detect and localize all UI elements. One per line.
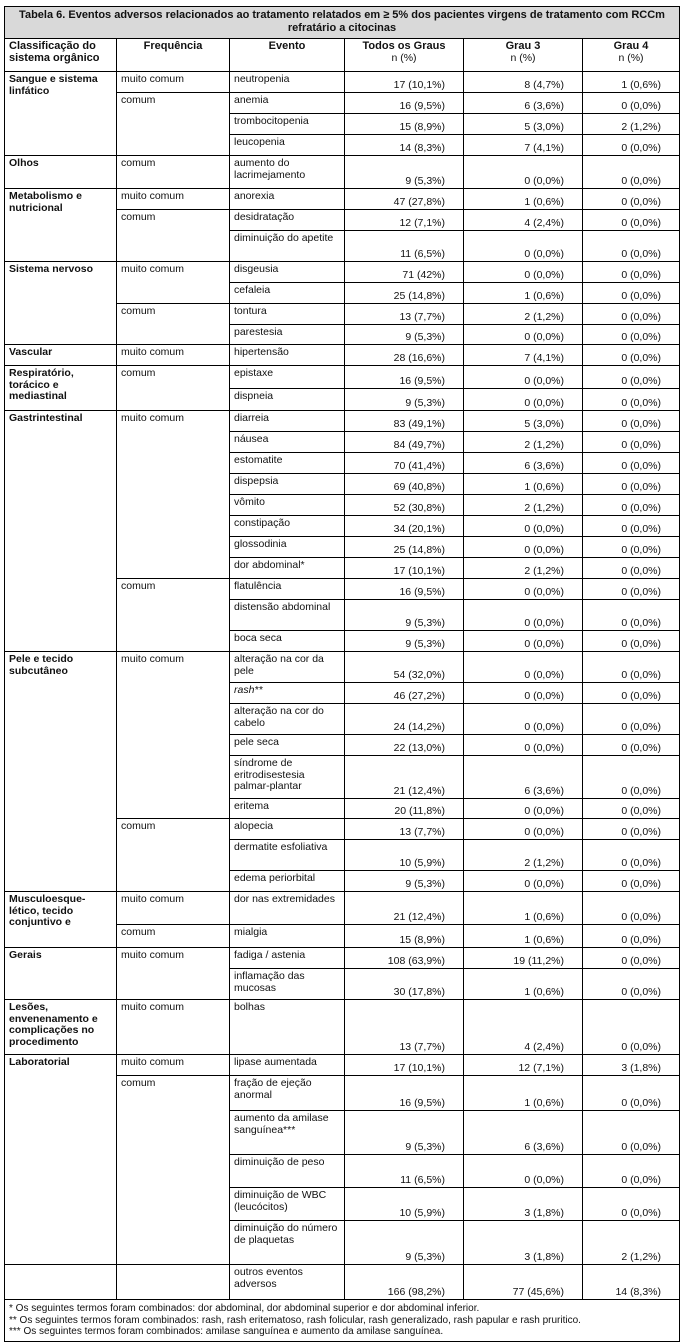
all-grades-cell: 46 (27,2%) — [345, 683, 464, 704]
grade-3-cell: 1 (0,6%) — [464, 969, 583, 1000]
all-grades-cell: 71 (42%) — [345, 262, 464, 283]
organ-class-cell: Gastrintestinal — [5, 411, 117, 652]
grade-4-cell: 0 (0,0%) — [583, 892, 680, 925]
frequency-cell: muito comum — [117, 72, 230, 93]
event-cell: náusea — [230, 432, 345, 453]
grade-3-cell: 0 (0,0%) — [464, 819, 583, 840]
grade-4-cell: 0 (0,0%) — [583, 969, 680, 1000]
all-grades-cell: 166 (98,2%) — [345, 1265, 464, 1300]
grade-3-cell: 0 (0,0%) — [464, 600, 583, 631]
event-cell: glossodinia — [230, 537, 345, 558]
event-cell: constipação — [230, 516, 345, 537]
all-grades-cell: 13 (7,7%) — [345, 819, 464, 840]
header-frequency — [117, 39, 230, 72]
all-grades-cell: 47 (27,8%) — [345, 189, 464, 210]
grade-3-cell: 0 (0,0%) — [464, 799, 583, 819]
grade-3-cell: 0 (0,0%) — [464, 579, 583, 600]
grade-4-cell: 0 (0,0%) — [583, 325, 680, 345]
table-title: Tabela 6. Eventos adversos relacionados ao tratamento relatados em ≥ 5% dos pacientes virgens de tratamento com RCCm refratário a citocinas — [5, 7, 679, 39]
event-cell: estomatite — [230, 453, 345, 474]
grade-3-cell: 0 (0,0%) — [464, 537, 583, 558]
organ-class-cell: Lesões, envenenamento e complicações no procedimento — [5, 1000, 117, 1055]
grade-3-cell: 2 (1,2%) — [464, 840, 583, 871]
grade-4-cell: 2 (1,2%) — [583, 1221, 680, 1265]
event-cell: pele seca — [230, 735, 345, 756]
event-cell: flatulência — [230, 579, 345, 600]
organ-class-cell: Respiratório, torácico e mediastinal — [5, 366, 117, 411]
grade-4-cell: 0 (0,0%) — [583, 537, 680, 558]
table-body — [5, 72, 679, 1300]
grade-3-cell: 7 (4,1%) — [464, 345, 583, 366]
adverse-events-document — [4, 6, 680, 1342]
event-cell: disgeusia — [230, 262, 345, 283]
frequency-cell: comum — [117, 210, 230, 262]
grade-3-cell: 2 (1,2%) — [464, 558, 583, 579]
table-row — [5, 948, 679, 969]
all-grades-cell: 11 (6,5%) — [345, 231, 464, 262]
grade-4-cell: 0 (0,0%) — [583, 432, 680, 453]
all-grades-cell: 16 (9,5%) — [345, 93, 464, 114]
header-event-label: Evento — [268, 40, 306, 52]
organ-class-cell: Gerais — [5, 948, 117, 1000]
table-header-row — [5, 39, 679, 72]
frequency-cell: comum — [117, 819, 230, 892]
event-cell: diminuição do apetite — [230, 231, 345, 262]
grade-3-cell: 0 (0,0%) — [464, 325, 583, 345]
frequency-cell: comum — [117, 93, 230, 156]
grade-3-cell: 6 (3,6%) — [464, 756, 583, 799]
grade-3-cell: 1 (0,6%) — [464, 925, 583, 948]
table-row — [5, 345, 679, 366]
footnote-1: * Os seguintes termos foram combinados: dor abdominal, dor abdominal superior e dor abdominal inferior. — [9, 1303, 480, 1314]
all-grades-cell: 17 (10,1%) — [345, 1055, 464, 1076]
grade-3-cell: 0 (0,0%) — [464, 735, 583, 756]
grade-4-cell: 0 (0,0%) — [583, 516, 680, 537]
grade-4-cell: 0 (0,0%) — [583, 1111, 680, 1155]
all-grades-cell: 9 (5,3%) — [345, 325, 464, 345]
grade-4-cell: 0 (0,0%) — [583, 600, 680, 631]
grade-3-cell: 0 (0,0%) — [464, 1155, 583, 1188]
event-cell: fração de ejeção anormal — [230, 1076, 345, 1111]
frequency-cell: comum — [117, 925, 230, 948]
organ-class-cell: Pele e tecido subcutâneo — [5, 652, 117, 892]
all-grades-cell: 15 (8,9%) — [345, 925, 464, 948]
all-grades-cell: 13 (7,7%) — [345, 1000, 464, 1055]
grade-3-cell: 0 (0,0%) — [464, 366, 583, 389]
frequency-cell: comum — [117, 1076, 230, 1265]
all-grades-cell: 16 (9,5%) — [345, 579, 464, 600]
all-grades-cell: 16 (9,5%) — [345, 366, 464, 389]
event-cell: desidratação — [230, 210, 345, 231]
grade-4-cell: 0 (0,0%) — [583, 1188, 680, 1221]
frequency-cell: muito comum — [117, 345, 230, 366]
grade-3-cell: 6 (3,6%) — [464, 1111, 583, 1155]
organ-class-cell: Olhos — [5, 156, 117, 189]
event-cell: inflamação das mucosas — [230, 969, 345, 1000]
frequency-cell: muito comum — [117, 1055, 230, 1076]
grade-3-cell: 0 (0,0%) — [464, 262, 583, 283]
event-cell: tontura — [230, 304, 345, 325]
table-row — [5, 189, 679, 210]
event-cell: leucopenia — [230, 135, 345, 156]
grade-4-cell: 0 (0,0%) — [583, 231, 680, 262]
all-grades-cell: 69 (40,8%) — [345, 474, 464, 495]
organ-class-cell: Musculoesque-lético, tecido conjuntivo e — [5, 892, 117, 948]
all-grades-cell: 25 (14,8%) — [345, 537, 464, 558]
grade-4-cell: 14 (8,3%) — [583, 1265, 680, 1300]
frequency-cell: muito comum — [117, 411, 230, 579]
event-cell: diminuição do número de plaquetas — [230, 1221, 345, 1265]
all-grades-cell: 25 (14,8%) — [345, 283, 464, 304]
event-cell: anemia — [230, 93, 345, 114]
grade-4-cell: 0 (0,0%) — [583, 135, 680, 156]
grade-4-cell: 0 (0,0%) — [583, 579, 680, 600]
event-cell: parestesia — [230, 325, 345, 345]
organ-class-cell: Vascular — [5, 345, 117, 366]
organ-class-cell — [5, 1265, 117, 1300]
grade-3-cell: 4 (2,4%) — [464, 1000, 583, 1055]
frequency-cell: comum — [117, 304, 230, 345]
all-grades-cell: 11 (6,5%) — [345, 1155, 464, 1188]
all-grades-cell: 70 (41,4%) — [345, 453, 464, 474]
grade-3-cell: 0 (0,0%) — [464, 871, 583, 892]
all-grades-cell: 9 (5,3%) — [345, 1221, 464, 1265]
grade-3-cell: 0 (0,0%) — [464, 156, 583, 189]
organ-class-cell: Sistema nervoso — [5, 262, 117, 345]
frequency-cell: muito comum — [117, 652, 230, 819]
header-grade-4 — [583, 39, 680, 72]
grade-3-cell: 0 (0,0%) — [464, 704, 583, 735]
header-all-grades — [345, 39, 464, 72]
grade-4-cell: 0 (0,0%) — [583, 704, 680, 735]
event-cell: boca seca — [230, 631, 345, 652]
grade-4-cell: 0 (0,0%) — [583, 652, 680, 683]
event-cell: diminuição de WBC (leucócitos) — [230, 1188, 345, 1221]
event-cell: dermatite esfoliativa — [230, 840, 345, 871]
event-cell: dor nas extremidades — [230, 892, 345, 925]
grade-3-cell: 3 (1,8%) — [464, 1221, 583, 1265]
all-grades-cell: 15 (8,9%) — [345, 114, 464, 135]
grade-3-cell: 5 (3,0%) — [464, 411, 583, 432]
event-cell: alteração na cor do cabelo — [230, 704, 345, 735]
all-grades-cell: 9 (5,3%) — [345, 600, 464, 631]
all-grades-cell: 20 (11,8%) — [345, 799, 464, 819]
table-row — [5, 1265, 679, 1300]
footnote-3: *** Os seguintes termos foram combinados: amilase sanguínea e aumento da amilase sanguínea. — [9, 1326, 444, 1337]
grade-3-cell: 0 (0,0%) — [464, 631, 583, 652]
all-grades-cell: 9 (5,3%) — [345, 156, 464, 189]
grade-4-cell: 0 (0,0%) — [583, 304, 680, 325]
all-grades-cell: 24 (14,2%) — [345, 704, 464, 735]
organ-class-cell: Sangue e sistema linfático — [5, 72, 117, 156]
header-organ-class: Classificação do sistema orgânico — [5, 39, 117, 72]
event-cell: epistaxe — [230, 366, 345, 389]
grade-4-cell: 0 (0,0%) — [583, 210, 680, 231]
grade-4-cell: 0 (0,0%) — [583, 411, 680, 432]
grade-3-cell: 1 (0,6%) — [464, 283, 583, 304]
grade-3-cell: 0 (0,0%) — [464, 652, 583, 683]
all-grades-cell: 16 (9,5%) — [345, 1076, 464, 1111]
event-cell: edema periorbital — [230, 871, 345, 892]
grade-4-cell: 0 (0,0%) — [583, 93, 680, 114]
grade-4-cell: 0 (0,0%) — [583, 840, 680, 871]
all-grades-cell: 17 (10,1%) — [345, 558, 464, 579]
grade-3-cell: 0 (0,0%) — [464, 516, 583, 537]
grade-4-cell: 0 (0,0%) — [583, 871, 680, 892]
grade-3-cell: 6 (3,6%) — [464, 453, 583, 474]
all-grades-cell: 13 (7,7%) — [345, 304, 464, 325]
grade-3-cell: 1 (0,6%) — [464, 189, 583, 210]
table-row — [5, 366, 679, 389]
all-grades-cell: 52 (30,8%) — [345, 495, 464, 516]
all-grades-cell: 10 (5,9%) — [345, 840, 464, 871]
grade-3-cell: 6 (3,6%) — [464, 93, 583, 114]
grade-3-cell: 19 (11,2%) — [464, 948, 583, 969]
event-cell: diminuição de peso — [230, 1155, 345, 1188]
grade-4-cell: 0 (0,0%) — [583, 1155, 680, 1188]
grade-3-cell: 4 (2,4%) — [464, 210, 583, 231]
grade-4-cell: 0 (0,0%) — [583, 735, 680, 756]
all-grades-cell: 21 (12,4%) — [345, 756, 464, 799]
all-grades-cell: 54 (32,0%) — [345, 652, 464, 683]
grade-4-cell: 0 (0,0%) — [583, 389, 680, 411]
table-row — [5, 652, 679, 683]
grade-3-cell: 77 (45,6%) — [464, 1265, 583, 1300]
organ-class-cell: Metabolismo e nutricional — [5, 189, 117, 262]
event-cell: eritema — [230, 799, 345, 819]
event-cell: bolhas — [230, 1000, 345, 1055]
grade-4-cell: 0 (0,0%) — [583, 819, 680, 840]
footnote-2: ** Os seguintes termos foram combinados: rash, rash eritematoso, rash folicular, rash generalizado, rash papular e rash pruritico. — [9, 1314, 581, 1326]
table-row — [5, 892, 679, 925]
grade-3-cell: 7 (4,1%) — [464, 135, 583, 156]
event-cell: anorexia — [230, 189, 345, 210]
grade-4-cell: 0 (0,0%) — [583, 283, 680, 304]
header-all-grades-label: Todos os Graus — [362, 40, 446, 52]
grade-3-cell: 2 (1,2%) — [464, 495, 583, 516]
header-grade-3-label: Grau 3 — [505, 40, 541, 52]
frequency-cell: muito comum — [117, 1000, 230, 1055]
grade-4-cell: 0 (0,0%) — [583, 495, 680, 516]
all-grades-cell: 21 (12,4%) — [345, 892, 464, 925]
event-cell: dor abdominal* — [230, 558, 345, 579]
grade-3-cell: 1 (0,6%) — [464, 1076, 583, 1111]
event-cell: lipase aumentada — [230, 1055, 345, 1076]
header-grade-3 — [464, 39, 583, 72]
event-cell: cefaleia — [230, 283, 345, 304]
all-grades-cell: 12 (7,1%) — [345, 210, 464, 231]
all-grades-cell: 84 (49,7%) — [345, 432, 464, 453]
table-row — [5, 72, 679, 93]
all-grades-cell: 9 (5,3%) — [345, 389, 464, 411]
frequency-cell: muito comum — [117, 189, 230, 210]
header-grade-3-unit: n (%) — [510, 51, 536, 64]
grade-4-cell: 1 (0,6%) — [583, 72, 680, 93]
frequency-cell: muito comum — [117, 262, 230, 304]
header-grade-4-label: Grau 4 — [613, 40, 649, 52]
table-row — [5, 411, 679, 432]
grade-3-cell: 0 (0,0%) — [464, 389, 583, 411]
grade-4-cell: 0 (0,0%) — [583, 156, 680, 189]
grade-4-cell: 0 (0,0%) — [583, 1000, 680, 1055]
grade-4-cell: 2 (1,2%) — [583, 114, 680, 135]
grade-3-cell: 0 (0,0%) — [464, 231, 583, 262]
event-cell: alopecia — [230, 819, 345, 840]
grade-4-cell: 0 (0,0%) — [583, 453, 680, 474]
event-cell: fadiga / astenia — [230, 948, 345, 969]
grade-4-cell: 0 (0,0%) — [583, 558, 680, 579]
all-grades-cell: 83 (49,1%) — [345, 411, 464, 432]
grade-4-cell: 0 (0,0%) — [583, 631, 680, 652]
grade-4-cell: 0 (0,0%) — [583, 925, 680, 948]
frequency-cell: comum — [117, 366, 230, 411]
footnotes — [5, 1299, 679, 1341]
grade-4-cell: 0 (0,0%) — [583, 1076, 680, 1111]
grade-3-cell: 2 (1,2%) — [464, 432, 583, 453]
event-cell: trombocitopenia — [230, 114, 345, 135]
all-grades-cell: 17 (10,1%) — [345, 72, 464, 93]
organ-class-cell: Laboratorial — [5, 1055, 117, 1265]
event-cell: síndrome de eritrodisestesia palmar-plantar — [230, 756, 345, 799]
event-cell: distensão abdominal — [230, 600, 345, 631]
event-cell: neutropenia — [230, 72, 345, 93]
adverse-events-table — [5, 39, 679, 1299]
grade-3-cell: 1 (0,6%) — [464, 474, 583, 495]
all-grades-cell: 9 (5,3%) — [345, 871, 464, 892]
grade-3-cell: 5 (3,0%) — [464, 114, 583, 135]
all-grades-cell: 108 (63,9%) — [345, 948, 464, 969]
grade-3-cell: 8 (4,7%) — [464, 72, 583, 93]
event-cell: vômito — [230, 495, 345, 516]
frequency-cell: muito comum — [117, 892, 230, 925]
event-cell: aumento do lacrimejamento — [230, 156, 345, 189]
all-grades-cell: 14 (8,3%) — [345, 135, 464, 156]
table-row — [5, 1055, 679, 1076]
grade-4-cell: 0 (0,0%) — [583, 756, 680, 799]
event-cell: aumento da amilase sanguínea*** — [230, 1111, 345, 1155]
table-row — [5, 262, 679, 283]
table-row — [5, 1000, 679, 1055]
grade-4-cell: 0 (0,0%) — [583, 474, 680, 495]
header-all-grades-unit: n (%) — [391, 51, 417, 64]
header-grade-4-unit: n (%) — [618, 51, 644, 64]
grade-3-cell: 0 (0,0%) — [464, 683, 583, 704]
all-grades-cell: 9 (5,3%) — [345, 631, 464, 652]
event-cell: outros eventos adversos — [230, 1265, 345, 1300]
all-grades-cell: 10 (5,9%) — [345, 1188, 464, 1221]
event-cell: dispneia — [230, 389, 345, 411]
event-cell: mialgia — [230, 925, 345, 948]
event-cell: diarreia — [230, 411, 345, 432]
event-cell: dispepsia — [230, 474, 345, 495]
header-frequency-label: Frequência — [143, 40, 203, 52]
grade-4-cell: 0 (0,0%) — [583, 948, 680, 969]
all-grades-cell: 9 (5,3%) — [345, 1111, 464, 1155]
event-cell: hipertensão — [230, 345, 345, 366]
frequency-cell: muito comum — [117, 948, 230, 1000]
frequency-cell: comum — [117, 156, 230, 189]
grade-4-cell: 0 (0,0%) — [583, 799, 680, 819]
grade-4-cell: 0 (0,0%) — [583, 683, 680, 704]
grade-4-cell: 3 (1,8%) — [583, 1055, 680, 1076]
all-grades-cell: 28 (16,6%) — [345, 345, 464, 366]
all-grades-cell: 34 (20,1%) — [345, 516, 464, 537]
all-grades-cell: 30 (17,8%) — [345, 969, 464, 1000]
table-row — [5, 156, 679, 189]
frequency-cell — [117, 1265, 230, 1300]
event-cell: rash** — [230, 683, 345, 704]
all-grades-cell: 22 (13,0%) — [345, 735, 464, 756]
grade-4-cell: 0 (0,0%) — [583, 262, 680, 283]
grade-4-cell: 0 (0,0%) — [583, 189, 680, 210]
grade-3-cell: 3 (1,8%) — [464, 1188, 583, 1221]
grade-4-cell: 0 (0,0%) — [583, 345, 680, 366]
grade-3-cell: 2 (1,2%) — [464, 304, 583, 325]
grade-3-cell: 1 (0,6%) — [464, 892, 583, 925]
header-event — [230, 39, 345, 72]
event-cell: alteração na cor da pele — [230, 652, 345, 683]
grade-3-cell: 12 (7,1%) — [464, 1055, 583, 1076]
frequency-cell: comum — [117, 579, 230, 652]
grade-4-cell: 0 (0,0%) — [583, 366, 680, 389]
